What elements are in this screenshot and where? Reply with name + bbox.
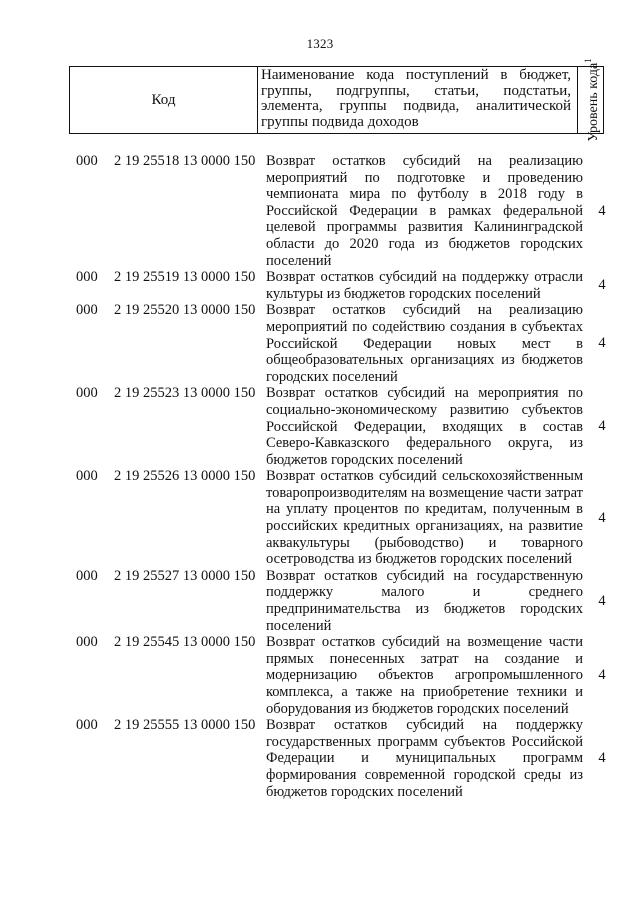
row-name: Возврат остатков субсидий на мероприятия по социально-экономическому развитию субъектов Российской Федерации, входящих в состав Северо-Кавказского федерального округа, из бюджетов городских поселений — [266, 385, 583, 468]
row-income-code: 2 19 25520 13 0000 150 — [114, 302, 256, 319]
page-number: 1323 — [306, 36, 334, 51]
row-admin-code: 000 — [76, 717, 98, 734]
row-income-code: 2 19 25519 13 0000 150 — [114, 269, 256, 286]
row-admin-code: 000 — [76, 634, 98, 651]
row-level: 4 — [598, 418, 606, 435]
row-admin-code: 000 — [76, 468, 98, 485]
header-level-footnote: 1 — [583, 58, 594, 63]
row-level: 4 — [598, 509, 606, 526]
header-level-label — [581, 58, 601, 141]
row-name: Возврат остатков субсидий на поддержку отрасли культуры из бюджетов городских поселений — [266, 269, 583, 302]
row-level: 4 — [598, 277, 606, 294]
row-income-code: 2 19 25527 13 0000 150 — [114, 567, 256, 584]
row-admin-code: 000 — [76, 302, 98, 319]
row-admin-code: 000 — [76, 567, 98, 584]
row-income-code: 2 19 25545 13 0000 150 — [114, 634, 256, 651]
row-income-code: 2 19 25526 13 0000 150 — [114, 468, 256, 485]
row-code — [76, 568, 261, 585]
row-name: Возврат остатков субсидий на возмещение части прямых понесенных затрат на создание и модернизацию объектов агропромышленного комплекса, а также на приобретение техники и оборудования из бюджетов городских поселений — [266, 634, 583, 717]
row-admin-code: 000 — [76, 153, 98, 169]
table-row — [0, 568, 640, 634]
row-level: 4 — [598, 335, 606, 352]
row-name: Возврат остатков субсидий на поддержку государственных программ субъектов Российской Федерации и муниципальных программ формирования современной городской среды из бюджетов городских поселений — [266, 717, 583, 800]
header-level-text: Уровень кода — [585, 62, 601, 142]
row-level: 4 — [598, 750, 606, 767]
row-admin-code: 000 — [76, 269, 98, 286]
row-level: 4 — [598, 592, 606, 609]
row-income-code: 2 19 25523 13 0000 150 — [114, 385, 256, 402]
table-header — [69, 58, 604, 142]
row-level: 4 — [598, 202, 606, 219]
table-body — [0, 153, 640, 800]
row-name: Возврат остатков субсидий на реализацию мероприятий по подготовке и проведению чемпионата мира по футболу в 2018 году в Российской Федерации в рамках федеральной целевой программы развития Калининградской области до 2020 года из бюджетов городских поселений — [266, 153, 583, 269]
row-code — [76, 302, 261, 319]
header-code-label: Код — [151, 91, 176, 108]
row-income-code: 2 19 25518 13 0000 150 — [114, 153, 256, 169]
row-level: 4 — [598, 667, 606, 684]
header-name-label: Наименование кода поступлений в бюджет, группы, подгруппы, статьи, подстатьи, элемента, группы подвида, аналитической группы подвида доходов — [261, 67, 571, 130]
row-code — [76, 468, 261, 485]
row-name: Возврат остатков субсидий на реализацию мероприятий по содействию создания в субъектах Российской Федерации новых мест в общеобразовательных организациях из бюджетов городских поселений — [266, 302, 583, 385]
table-row — [0, 153, 640, 269]
table-row — [0, 717, 640, 800]
row-admin-code: 000 — [76, 385, 98, 402]
header-name-cell — [258, 67, 577, 133]
row-code — [76, 385, 261, 402]
table-row — [0, 269, 640, 302]
row-code — [76, 634, 261, 651]
table-row — [0, 385, 640, 468]
row-code — [76, 717, 261, 734]
table-row — [0, 468, 640, 568]
header-code-cell — [69, 67, 258, 133]
row-name: Возврат остатков субсидий на государственную поддержку малого и среднего предпринимательства из бюджетов городских поселений — [266, 567, 583, 634]
row-income-code: 2 19 25555 13 0000 150 — [114, 717, 256, 734]
table-row — [0, 302, 640, 385]
row-name: Возврат остатков субсидий сельскохозяйственным товаропроизводителям на возмещение части затрат на уплату процентов по кредитам, полученным в российских кредитных организациях, на развитие аквакультуры (рыбоводство) и товарного осетроводства из бюджетов городских поселений — [266, 468, 583, 568]
row-code — [76, 269, 261, 286]
table-row — [0, 634, 640, 717]
header-level-cell — [577, 58, 604, 142]
row-code — [76, 153, 261, 170]
